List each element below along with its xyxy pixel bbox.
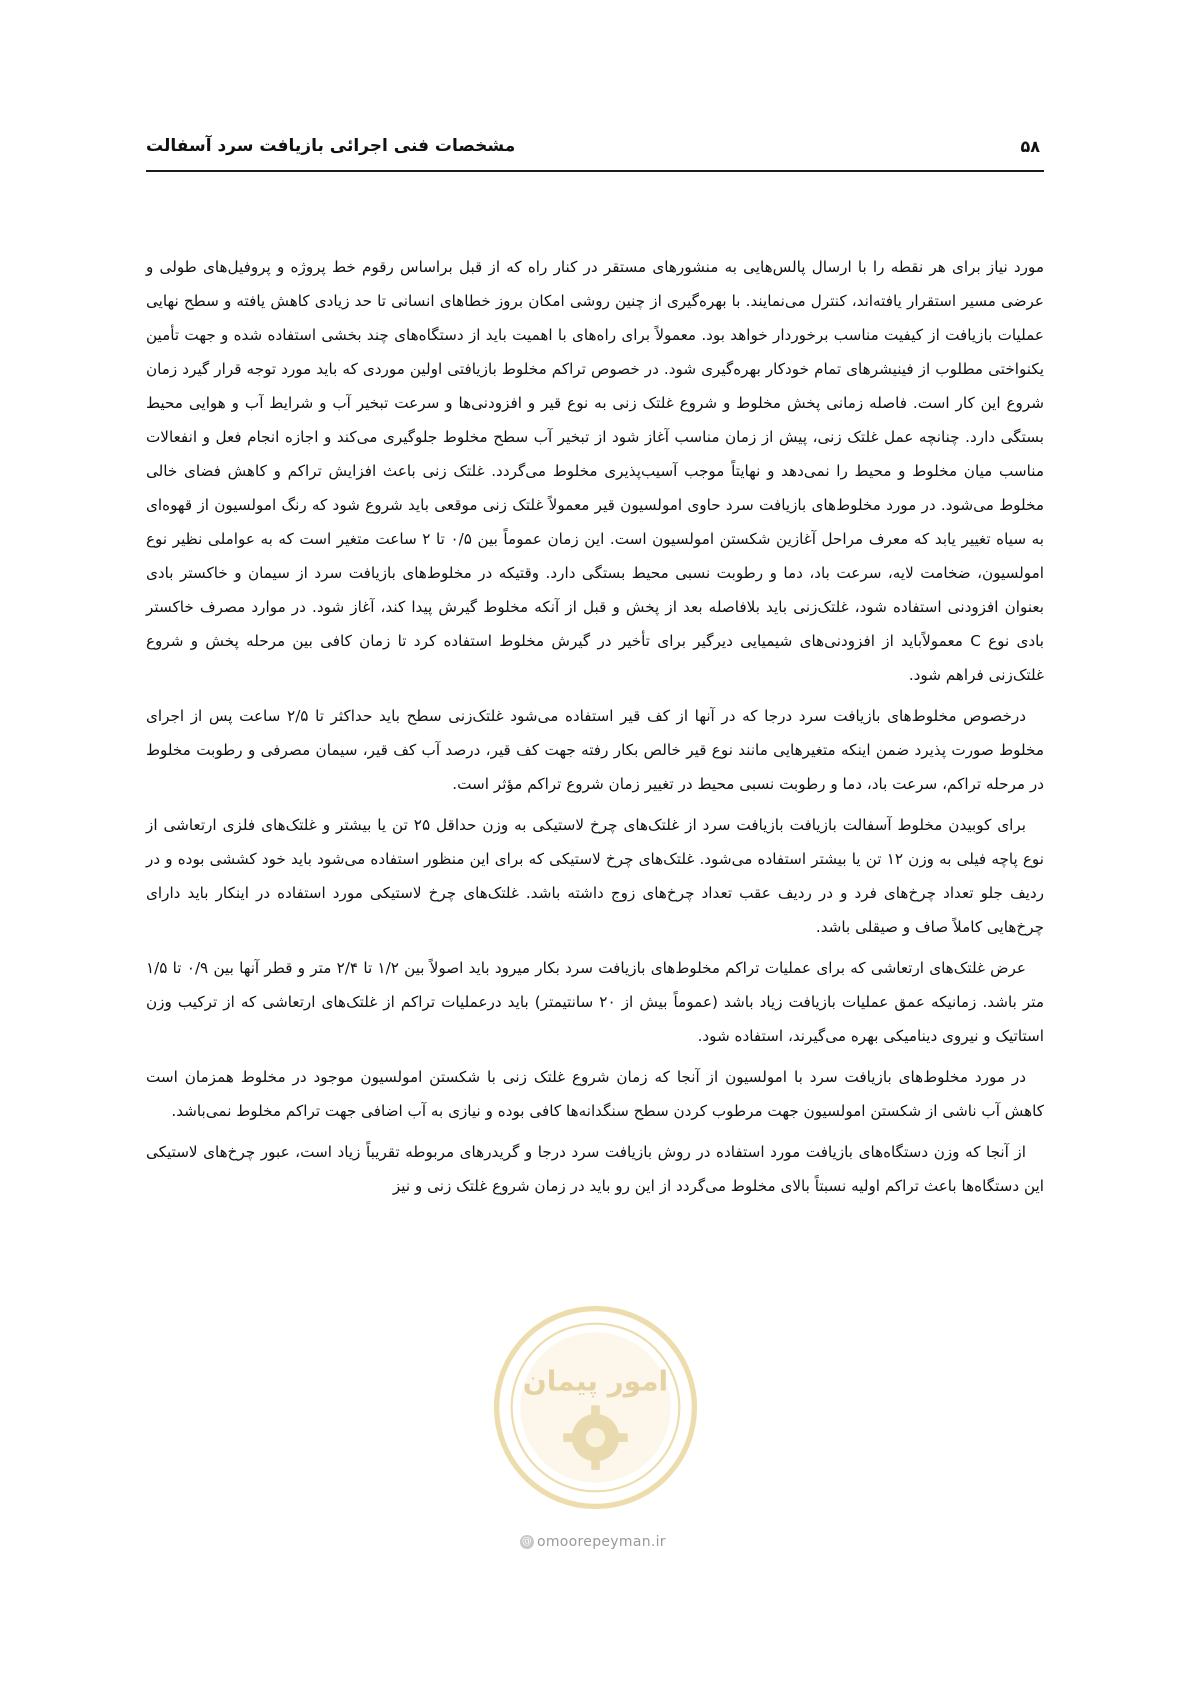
paragraph: مورد نیاز برای هر نقطه را با ارسال پالس‌هایی به منشورهای مستقر در کنار راه که از قبل براساس رقوم خط پروژه و پروفیل‌های طولی و عرضی مسیر استقرار یافته‌اند، کنترل می‌نمایند. با بهره‌گیری از چنین روشی امکان بروز خطاهای انسانی تا حد زیادی کاهش یافته و سطح نهایی عملیات بازیافت از کیفیت مناسب برخوردار خواهد بود. معمولاً برای راه‌های با اهمیت باید از دستگاه‌های چند بخشی استفاده شده و جهت تأمین یکنواختی مطلوب از فینیشرهای تمام خودکار بهره‌گیری شود. در خصوص تراکم مخلوط بازیافتی اولین موردی که باید مورد توجه قرار گیرد زمان شروع این کار است. فاصله زمانی پخش مخلوط و شروع غلتک زنی به نوع قیر و افزودنی‌ها و سرعت تبخیر آب و شرایط آب و هوایی محیط بستگی دارد. چنانچه عمل غلتک زنی، پیش از زمان مناسب آغاز شود از تبخیر آب سطح مخلوط جلوگیری می‌کند و اجازه انجام فعل و انفعالات مناسب میان مخلوط و محیط را نمی‌دهد و نهایتاً موجب آسیب‌پذیری مخلوط می‌گردد. غلتک زنی باعث افزایش تراکم و کاهش فضای خالی مخلوط می‌شود. در مورد مخلوط‌های بازیافت سرد حاوی امولسیون قیر معمولاً غلتک زنی موقعی باید شروع شود که رنگ امولسیون از قهوه‌ای به سیاه تغییر یابد که معرف مراحل آغازین شکستن امولسیون است. این زمان عموماً بین ۰/۵ تا ۲ ساعت متغیر است که به عواملی نظیر نوع امولسیون، ضخامت لایه، سرعت باد، دما و رطوبت نسبی محیط بستگی دارد. وقتیکه در مخلوط‌های بازیافت سرد از سیمان و خاکستر بادی بعنوان افزودنی استفاده شود، غلتک‌زنی باید بلافاصله بعد از پخش و قبل از آنکه مخلوط گیرش پیدا کند، آغاز شود. در موارد مصرف خاکستر بادی نوع C معمولاًباید از افزودنی‌های شیمیایی دیرگیر برای تأخیر در گیرش مخلوط استفاده کرد تا زمان کافی بین مرحله پخش و شروع غلتک‌زنی فراهم شود.	[146, 258, 1044, 684]
page-number: ۵۸	[1020, 137, 1040, 156]
gear-icon	[563, 1405, 628, 1470]
body-text	[146, 250, 1044, 1210]
watermark-seal	[488, 1300, 703, 1515]
paragraph: از آنجا که وزن دستگاه‌های بازیافت مورد استفاده در روش بازیافت سرد درجا و گریدرهای مربوطه تقریباً زیاد است، عبور چرخ‌های لاستیکی این دستگاه‌ها باعث تراکم اولیه نسبتاً بالای مخلوط می‌گردد از این رو باید در زمان شروع غلتک زنی و نیز	[146, 1143, 1044, 1195]
at-sign-icon: @	[521, 1536, 533, 1547]
running-title: مشخصات فنی اجرائی بازیافت سرد آسفالت	[146, 136, 516, 156]
page-header	[146, 130, 1044, 172]
watermark-seal-text: امور پیمان	[522, 1364, 669, 1398]
paragraph: در مورد مخلوط‌های بازیافت سرد با امولسیون از آنجا که زمان شروع غلتک زنی با شکستن امولسیون موجود در مخلوط همزمان است کاهش آب ناشی از شکستن امولسیون جهت مرطوب کردن سطح سنگدانه‌ها کافی بوده و نیازی به آب اضافی جهت تراکم مخلوط نمی‌باشد.	[146, 1068, 1044, 1120]
watermark-url: @ omoorepeyman.ir	[521, 1534, 666, 1550]
paragraph: درخصوص مخلوط‌های بازیافت سرد درجا که در آنها از کف قیر استفاده می‌شود غلتک‌زنی سطح باید حداکثر تا ۲/۵ ساعت پس از اجرای مخلوط صورت پذیرد ضمن اینکه متغیرهایی مانند نوع قیر خالص بکار رفته جهت کف قیر، درصد آب کف قیر، سیمان مصرفی و رطوبت مخلوط در مرحله تراکم، سرعت باد، دما و رطوبت نسبی محیط در تغییر زمان شروع تراکم مؤثر است.	[146, 707, 1044, 793]
paragraph: عرض غلتک‌های ارتعاشی که برای عملیات تراکم مخلوط‌های بازیافت سرد بکار میرود باید اصولاً بین ۱/۲ تا ۲/۴ متر و قطر آنها بین ۰/۹ تا ۱/۵ متر باشد. زمانیکه عمق عملیات بازیافت زیاد باشد (عموماً بیش از ۲۰ سانتیمتر) باید درعملیات تراکم از غلتک‌های ارتعاشی که از ترکیب وزن استاتیک و نیروی دینامیکی بهره می‌گیرند، استفاده شود.	[146, 959, 1045, 1045]
paragraph: برای کوبیدن مخلوط آسفالت بازیافت بازیافت سرد از غلتک‌های چرخ لاستیکی به وزن حداقل ۲۵ تن یا بیشتر و غلتک‌های فلزی ارتعاشی از نوع پاچه فیلی به وزن ۱۲ تن یا بیشتر استفاده می‌شود. غلتک‌های چرخ لاستیکی که برای این منظور استفاده می‌شود باید خود کششی بوده و در ردیف جلو تعداد چرخ‌های فرد و در ردیف عقب تعداد چرخ‌های زوج داشته باشد. غلتک‌های چرخ لاستیکی مورد استفاده در اینکار باید دارای چرخ‌هایی کاملاً صاف و صیقلی باشد.	[146, 816, 1044, 936]
